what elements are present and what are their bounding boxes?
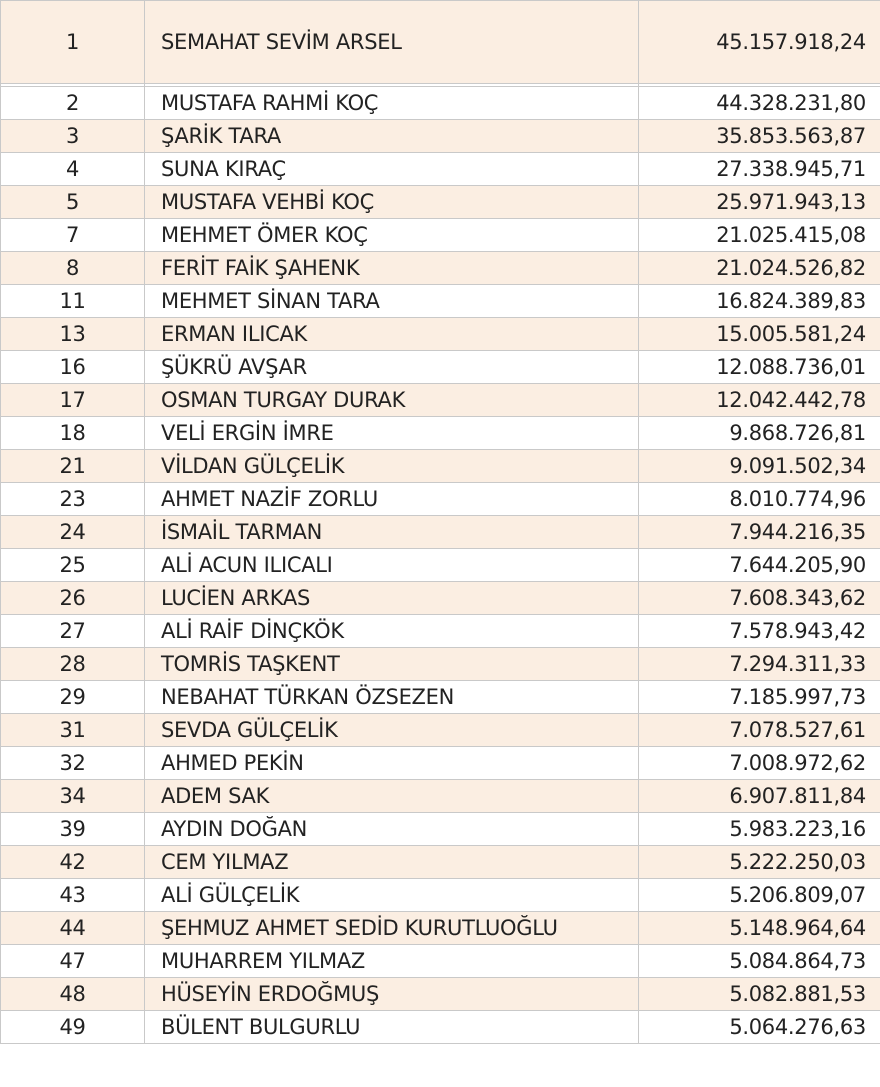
rank-cell: 47 — [1, 945, 145, 978]
rank-cell: 39 — [1, 813, 145, 846]
value-cell: 21.025.415,08 — [639, 219, 880, 252]
rank-cell: 25 — [1, 549, 145, 582]
rank-cell: 44 — [1, 912, 145, 945]
value-cell: 6.907.811,84 — [639, 780, 880, 813]
rank-cell: 23 — [1, 483, 145, 516]
name-cell: BÜLENT BULGURLU — [145, 1011, 639, 1044]
value-cell: 9.091.502,34 — [639, 450, 880, 483]
value-cell: 25.971.943,13 — [639, 186, 880, 219]
name-cell: FERİT FAİK ŞAHENK — [145, 252, 639, 285]
name-cell: NEBAHAT TÜRKAN ÖZSEZEN — [145, 681, 639, 714]
table-row — [1, 153, 880, 186]
name-cell: SUNA KIRAÇ — [145, 153, 639, 186]
value-cell: 12.042.442,78 — [639, 384, 880, 417]
name-cell: VELİ ERGİN İMRE — [145, 417, 639, 450]
rank-cell: 27 — [1, 615, 145, 648]
table-row — [1, 879, 880, 912]
rank-cell: 2 — [1, 87, 145, 120]
value-cell: 5.084.864,73 — [639, 945, 880, 978]
rank-cell: 1 — [1, 1, 145, 84]
rank-cell: 24 — [1, 516, 145, 549]
value-cell: 7.944.216,35 — [639, 516, 880, 549]
table-row — [1, 450, 880, 483]
rank-cell: 5 — [1, 186, 145, 219]
table-row — [1, 912, 880, 945]
value-cell: 16.824.389,83 — [639, 285, 880, 318]
rank-cell: 29 — [1, 681, 145, 714]
table-row — [1, 813, 880, 846]
value-cell: 7.078.527,61 — [639, 714, 880, 747]
name-cell: ERMAN ILICAK — [145, 318, 639, 351]
value-cell: 35.853.563,87 — [639, 120, 880, 153]
ranking-table-body — [1, 1, 880, 1044]
name-cell: AHMET NAZİF ZORLU — [145, 483, 639, 516]
name-cell: AHMED PEKİN — [145, 747, 639, 780]
rank-cell: 7 — [1, 219, 145, 252]
name-cell: HÜSEYİN ERDOĞMUŞ — [145, 978, 639, 1011]
table-row — [1, 747, 880, 780]
rank-cell: 43 — [1, 879, 145, 912]
rank-cell: 26 — [1, 582, 145, 615]
value-cell: 12.088.736,01 — [639, 351, 880, 384]
table-row — [1, 780, 880, 813]
table-row — [1, 384, 880, 417]
name-cell: VİLDAN GÜLÇELİK — [145, 450, 639, 483]
table-row — [1, 978, 880, 1011]
table-row — [1, 1, 880, 84]
rank-cell: 49 — [1, 1011, 145, 1044]
rank-cell: 17 — [1, 384, 145, 417]
rank-cell: 3 — [1, 120, 145, 153]
name-cell: ŞARİK TARA — [145, 120, 639, 153]
name-cell: CEM YILMAZ — [145, 846, 639, 879]
rank-cell: 13 — [1, 318, 145, 351]
name-cell: ŞÜKRÜ AVŞAR — [145, 351, 639, 384]
rank-cell: 8 — [1, 252, 145, 285]
name-cell: ALİ ACUN ILICALI — [145, 549, 639, 582]
rank-cell: 16 — [1, 351, 145, 384]
rank-cell: 34 — [1, 780, 145, 813]
table-row — [1, 219, 880, 252]
name-cell: MEHMET ÖMER KOÇ — [145, 219, 639, 252]
table-row — [1, 714, 880, 747]
table-row — [1, 483, 880, 516]
name-cell: SEVDA GÜLÇELİK — [145, 714, 639, 747]
rank-cell: 18 — [1, 417, 145, 450]
name-cell: LUCİEN ARKAS — [145, 582, 639, 615]
name-cell: OSMAN TURGAY DURAK — [145, 384, 639, 417]
table-row — [1, 318, 880, 351]
table-row — [1, 516, 880, 549]
value-cell: 5.222.250,03 — [639, 846, 880, 879]
value-cell: 7.644.205,90 — [639, 549, 880, 582]
name-cell: ADEM SAK — [145, 780, 639, 813]
value-cell: 5.983.223,16 — [639, 813, 880, 846]
rank-cell: 48 — [1, 978, 145, 1011]
name-cell: SEMAHAT SEVİM ARSEL — [145, 1, 639, 84]
rank-cell: 4 — [1, 153, 145, 186]
name-cell: AYDIN DOĞAN — [145, 813, 639, 846]
value-cell: 44.328.231,80 — [639, 87, 880, 120]
name-cell: ALİ RAİF DİNÇKÖK — [145, 615, 639, 648]
rank-cell: 31 — [1, 714, 145, 747]
table-row — [1, 945, 880, 978]
value-cell: 9.868.726,81 — [639, 417, 880, 450]
table-row — [1, 1011, 880, 1044]
table-row — [1, 846, 880, 879]
table-row — [1, 87, 880, 120]
name-cell: MEHMET SİNAN TARA — [145, 285, 639, 318]
rank-cell: 11 — [1, 285, 145, 318]
value-cell: 8.010.774,96 — [639, 483, 880, 516]
value-cell: 7.608.343,62 — [639, 582, 880, 615]
value-cell: 27.338.945,71 — [639, 153, 880, 186]
table-row — [1, 285, 880, 318]
name-cell: ŞEHMUZ AHMET SEDİD KURUTLUOĞLU — [145, 912, 639, 945]
name-cell: MUSTAFA VEHBİ KOÇ — [145, 186, 639, 219]
name-cell: TOMRİS TAŞKENT — [145, 648, 639, 681]
value-cell: 45.157.918,24 — [639, 1, 880, 84]
value-cell: 7.578.943,42 — [639, 615, 880, 648]
table-row — [1, 252, 880, 285]
rank-cell: 28 — [1, 648, 145, 681]
table-row — [1, 681, 880, 714]
value-cell: 21.024.526,82 — [639, 252, 880, 285]
name-cell: MUSTAFA RAHMİ KOÇ — [145, 87, 639, 120]
value-cell: 7.185.997,73 — [639, 681, 880, 714]
table-row — [1, 120, 880, 153]
value-cell: 5.148.964,64 — [639, 912, 880, 945]
table-row — [1, 186, 880, 219]
rank-cell: 32 — [1, 747, 145, 780]
table-row — [1, 417, 880, 450]
value-cell: 15.005.581,24 — [639, 318, 880, 351]
value-cell: 5.206.809,07 — [639, 879, 880, 912]
name-cell: ALİ GÜLÇELİK — [145, 879, 639, 912]
table-row — [1, 582, 880, 615]
table-row — [1, 615, 880, 648]
name-cell: MUHARREM YILMAZ — [145, 945, 639, 978]
table-row — [1, 648, 880, 681]
table-row — [1, 549, 880, 582]
name-cell: İSMAİL TARMAN — [145, 516, 639, 549]
rank-cell: 21 — [1, 450, 145, 483]
table-row — [1, 351, 880, 384]
value-cell: 7.294.311,33 — [639, 648, 880, 681]
rank-cell: 42 — [1, 846, 145, 879]
value-cell: 5.064.276,63 — [639, 1011, 880, 1044]
value-cell: 7.008.972,62 — [639, 747, 880, 780]
value-cell: 5.082.881,53 — [639, 978, 880, 1011]
